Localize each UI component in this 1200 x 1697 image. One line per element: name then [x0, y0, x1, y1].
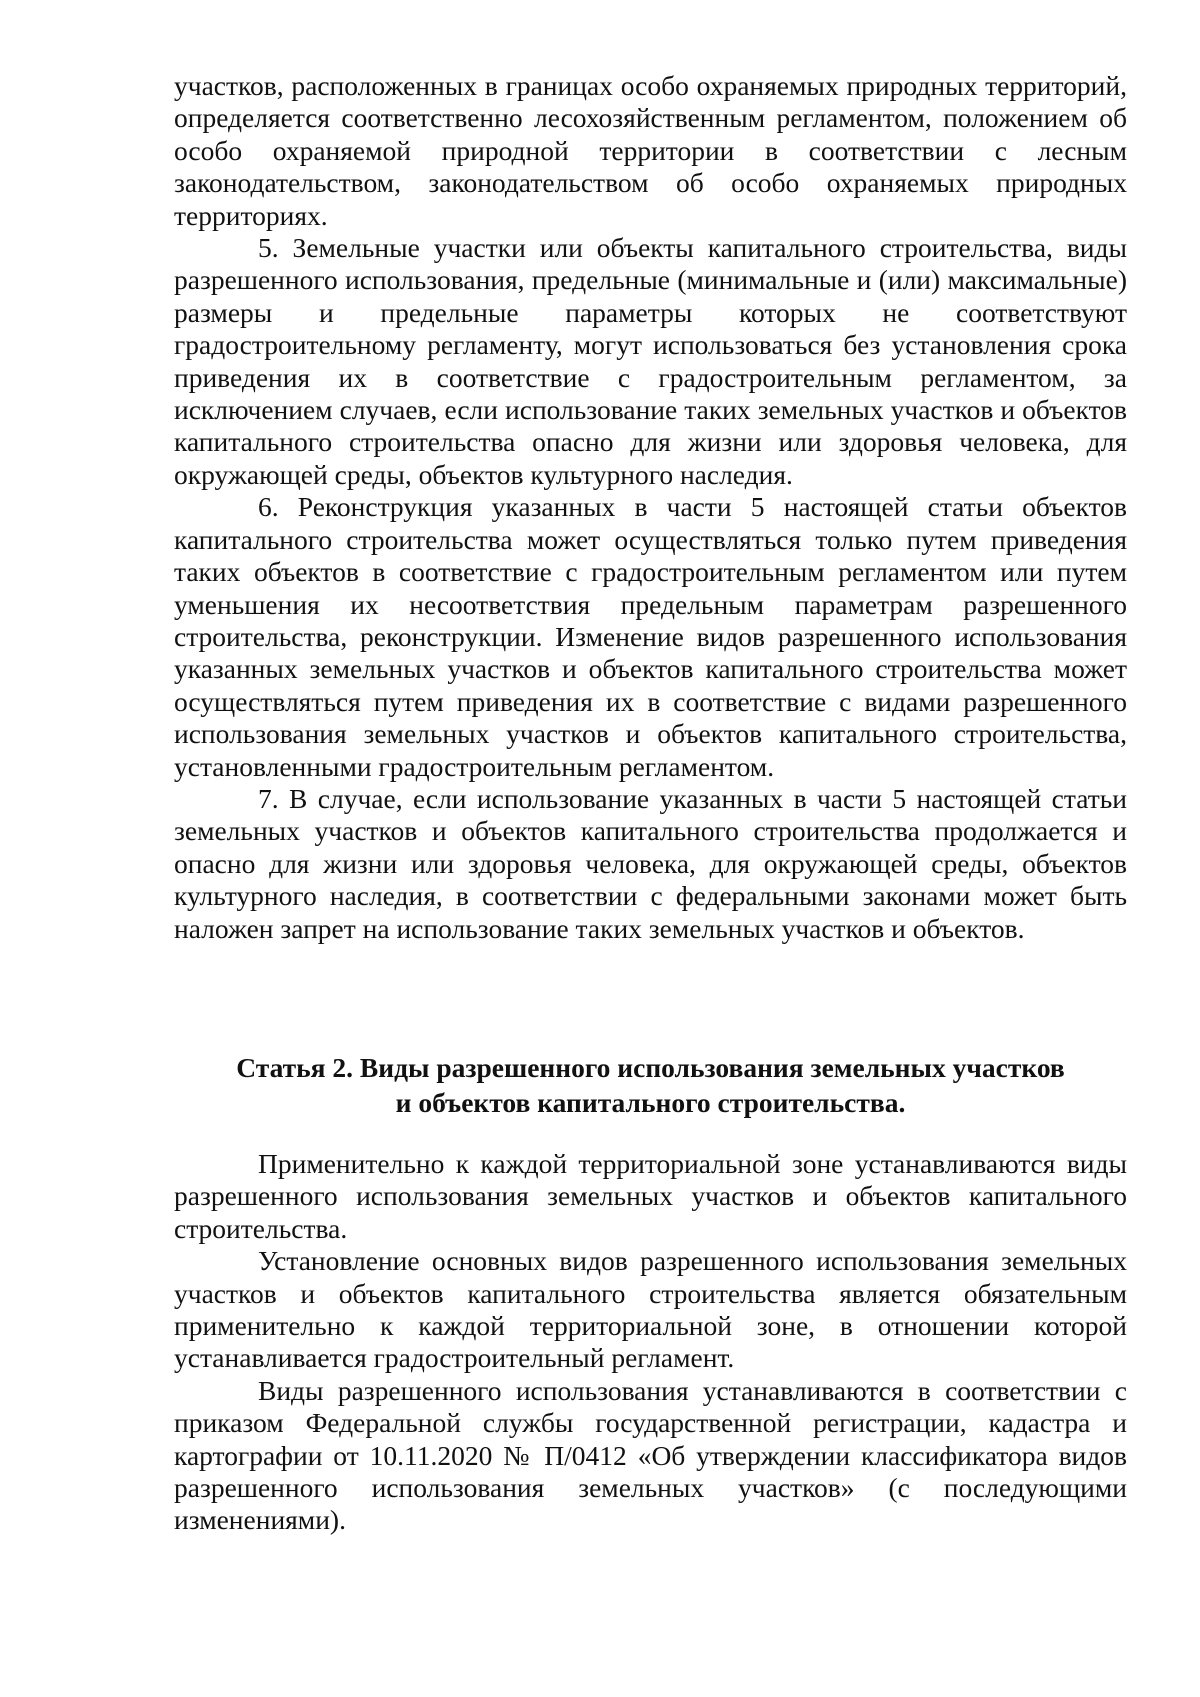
paragraph-intro: участков, расположенных в границах особо охраняемых природных территорий, определяется соответственно лесохозяйственным регламентом, положением об особо охраняемой природной территории в соответствии с лесным законодательством, законодательством об особо охраняемых природных территориях.	[174, 70, 1127, 231]
paragraph-zones: Применительно к каждой территориальной зоне устанавливаются виды разрешенного использования земельных участков и объектов капитального строительства.	[174, 1148, 1127, 1244]
paragraph-part-7: 7. В случае, если использование указанных в части 5 настоящей статьи земельных участков и объектов капитального строительства продолжается и опасно для жизни или здоровья человека, для окружающей среды, объектов культурного наследия, в соответствии с федеральными законами может быть наложен запрет на использование таких земельных участков и объектов.	[174, 782, 1127, 944]
paragraph-main-types: Установление основных видов разрешенного использования земельных участков и объектов капитального строительства является обязательным применительно к каждой территориальной зоне, в отношении которой устанавливается градостроительный регламент.	[174, 1245, 1127, 1374]
paragraph-classifier: Виды разрешенного использования устанавливаются в соответствии с приказом Федеральной службы государственной регистрации, кадастра и картографии от 10.11.2020 № П/0412 «Об утверждении классификатора видов разрешенного использования земельных участков» (с последующими изменениями).	[174, 1374, 1127, 1536]
article-heading-line-1: Статья 2. Виды разрешенного использования земельных участков	[236, 1052, 1065, 1083]
body-text-bottom	[174, 1148, 1127, 1537]
article-heading	[174, 1050, 1127, 1120]
paragraph-part-5: 5. Земельные участки или объекты капитального строительства, виды разрешенного использования, предельные (минимальные и (или) максимальные) размеры и предельные параметры которых не соответствуют градостроительному регламенту, могут использоваться без установления срока приведения их в соответствие с градостроительным регламентом, за исключением случаев, если использование таких земельных участков и объектов капитального строительства опасно для жизни или здоровья человека, для окружающей среды, объектов культурного наследия.	[174, 232, 1127, 490]
paragraph-part-6: 6. Реконструкция указанных в части 5 настоящей статьи объектов капитального строительства может осуществляться только путем приведения таких объектов в соответствие с градостроительным регламентом или путем уменьшения их несоответствия предельным параметрам разрешенного строительства, реконструкции. Изменение видов разрешенного использования указанных земельных участков и объектов капитального строительства может осуществляться путем приведения их в соответствие с видами разрешенного использования земельных участков и объектов капитального строительства, установленными градостроительным регламентом.	[174, 491, 1127, 782]
article-heading-line-2: и объектов капитального строительства.	[395, 1087, 906, 1118]
body-text-top	[174, 70, 1127, 945]
